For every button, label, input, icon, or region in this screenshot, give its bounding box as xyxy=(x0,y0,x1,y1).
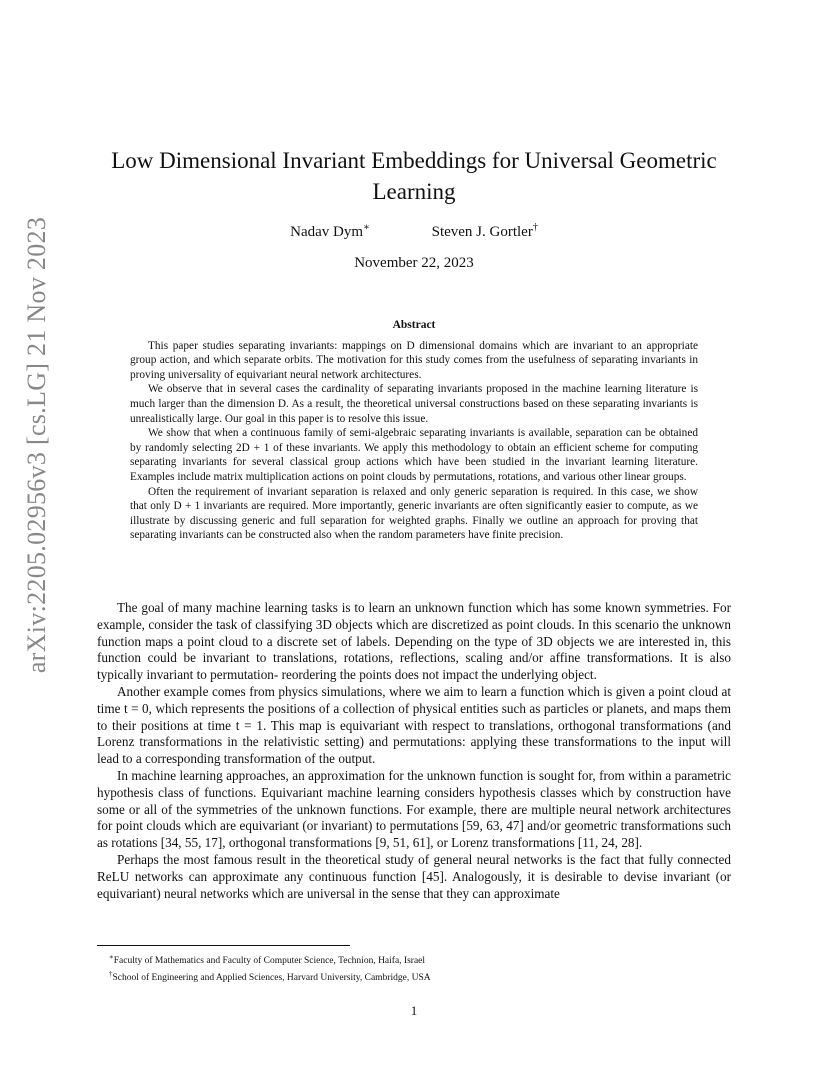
abstract-paragraph: Often the requirement of invariant separation is relaxed and only generic separation is required. In this case, we show that only D + 1 invariants are required. More importantly, generic invariants are often significantly easier to compute, as we illustrate by discussing generic and full separation for weighted graphs. Finally we outline an approach for proving that separating invariants can be constructed also when the random parameters have finite precision. xyxy=(130,485,698,542)
paper-date: November 22, 2023 xyxy=(354,255,474,271)
body-paragraph: The goal of many machine learning tasks is to learn an unknown function which has some known symmetries. For example, consider the task of classifying 3D objects which are discretized as point clouds. In this scenario the unknown function maps a point cloud to a discrete set of labels. Depending on the type of 3D objects we are interested in, this function could be invariant to translations, rotations, reflections, scaling and/or affine transformations. It is also typically invariant to permutation- reordering the points does not impact the underlying object. xyxy=(97,600,731,683)
footnote-divider xyxy=(97,945,350,946)
abstract-paragraph: This paper studies separating invariants: mappings on D dimensional domains which are invariant to an appropriate group action, and which separate orbits. The motivation for this study comes from the usefulness of separating invariants in proving universality of equivariant neural network architectures. xyxy=(130,339,698,381)
body-text xyxy=(97,600,731,902)
abstract-section xyxy=(130,318,698,543)
footnote-1-mark: ∗ xyxy=(109,953,114,961)
arxiv-identifier-sidebar xyxy=(12,165,62,725)
body-paragraph: Another example comes from physics simulations, where we aim to learn a function which is given a point cloud at time t = 0, which represents the positions of a collection of physical entities such as particles or planets, and maps them to their positions at time t = 1. This map is equivariant with respect to translations, orthogonal transformations (and Lorenz transformations in the relativistic setting) and permutations: applying these transformations to the input will lead to a corresponding transformation of the output. xyxy=(97,683,731,767)
footnotes xyxy=(109,951,729,985)
author-2-mark: † xyxy=(532,222,538,233)
body-paragraph: Perhaps the most famous result in the theoretical study of general neural networks is the fact that fully connected ReLU networks can approximate any continuous function [45]. Analogously, it is desirable to devise invariant (or equivariant) neural networks which are universal in the sense that they can approximate xyxy=(97,851,731,901)
footnote-1-text: Faculty of Mathematics and Faculty of Computer Science, Technion, Haifa, Israel xyxy=(113,956,426,967)
footnote-2 xyxy=(109,968,729,985)
paper-title: Low Dimensional Invariant Embeddings for Universal Geometric Learning xyxy=(111,148,717,204)
author-2-name: Steven J. Gortler xyxy=(431,224,533,240)
footnote-2-text: School of Engineering and Applied Sciences, Harvard University, Cambridge, USA xyxy=(112,973,431,984)
abstract-heading: Abstract xyxy=(392,319,436,331)
abstract-paragraph: We observe that in several cases the cardinality of separating invariants proposed in the machine learning literature is much larger than the dimension D. As a result, the theoretical universal constructions based on these separating invariants is unrealistically large. Our goal in this paper is to resolve this issue. xyxy=(130,383,698,425)
body-paragraph: In machine learning approaches, an approximation for the unknown function is sought for, from within a parametric hypothesis class of functions. Equivariant machine learning considers hypothesis classes which by construction have some or all of the symmetries of the unknown functions. For example, there are multiple neural network architectures for point clouds which are equivariant (or invariant) to permutations [59, 63, 47] and/or geometric transformations such as rotations [34, 55, 17], orthogonal transformations [9, 51, 61], or Lorenz transformations [11, 24, 28]. xyxy=(97,767,731,851)
footnote-1 xyxy=(109,951,729,968)
author-1 xyxy=(290,224,370,240)
author-list xyxy=(97,222,731,241)
footnote-2-mark: † xyxy=(109,970,113,979)
page-number: 1 xyxy=(410,1003,418,1018)
author-2 xyxy=(432,224,538,240)
abstract-paragraph: We show that when a continuous family of semi-algebraic separating invariants is available, separation can be obtained by randomly selecting 2D + 1 of these invariants. We apply this methodology to obtain an efficient scheme for computing separating invariants for several classical group actions which have been studied in the invariant learning literature. Examples include matrix multiplication actions on point clouds by permutations, rotations, and various other linear groups. xyxy=(130,427,698,483)
author-1-mark: ∗ xyxy=(363,222,370,233)
arxiv-identifier-text: arXiv:2205.02956v3 [cs.LG] 21 Nov 2023 xyxy=(22,216,51,674)
author-1-name: Nadav Dym xyxy=(290,224,364,240)
